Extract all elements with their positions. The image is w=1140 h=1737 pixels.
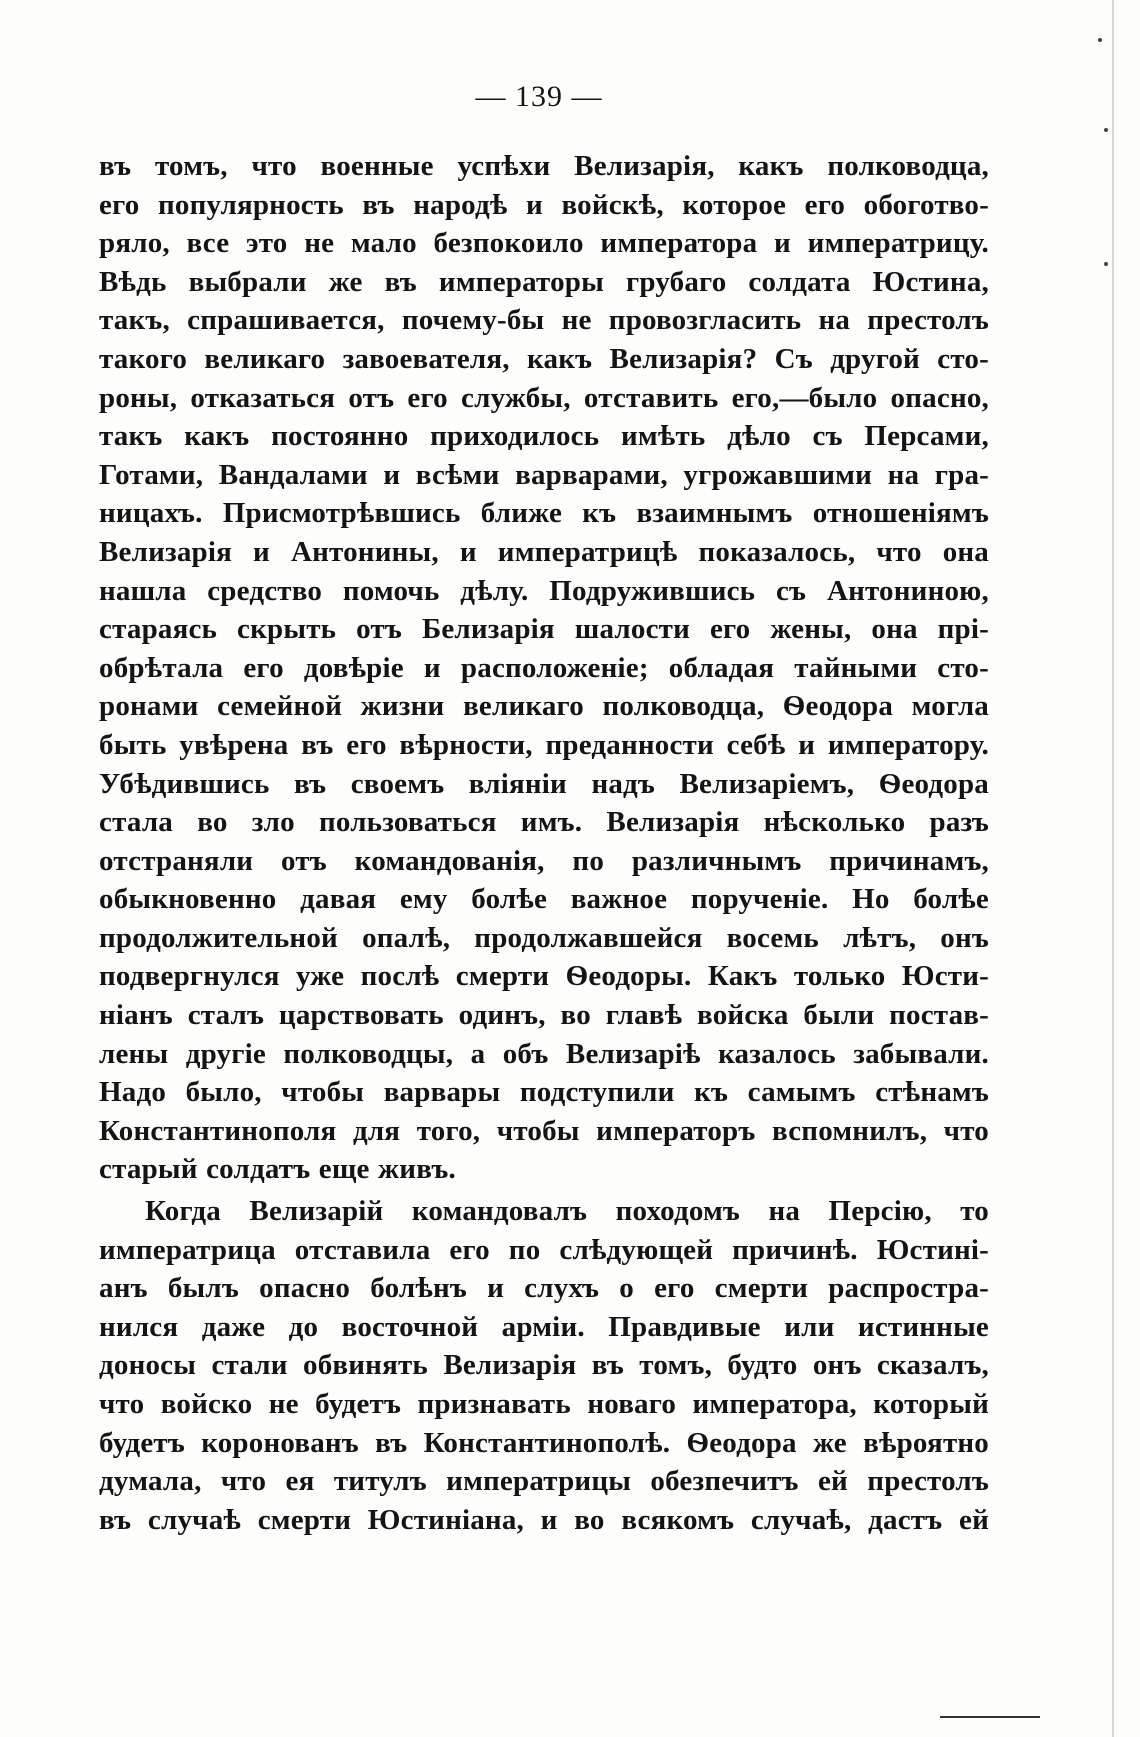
text-line: обыкновенно давая ему болѣе важное порученіе. Но болѣе (99, 883, 989, 916)
scan-speck (1104, 128, 1108, 132)
text-line: въ случаѣ смерти Юстиніана, и во всякомъ случаѣ, дастъ ей (99, 1503, 989, 1536)
scan-speck (1098, 38, 1102, 42)
text-line: ніанъ сталъ царствовать одинъ, во главѣ войска были постав- (99, 999, 989, 1032)
text-line: Велизарія и Антонины, и императрицѣ показалось, что она (99, 535, 989, 568)
text-line: такъ какъ постоянно приходилось имѣть дѣло съ Персами, (99, 420, 989, 453)
text-line: нашла средство помочь дѣлу. Подружившись съ Антониною, (99, 574, 989, 607)
text-line: стараясь скрыть отъ Белизарія шалости его жены, она прі- (99, 613, 989, 646)
paragraph-1 (99, 147, 989, 1189)
text-line: Когда Велизарій командовалъ походомъ на Персію, то (145, 1195, 989, 1228)
text-line: Вѣдь выбрали же въ императоры грубаго солдата Юстина, (99, 265, 989, 298)
text-line: ронами семейной жизни великаго полководца, Ѳеодора могла (99, 690, 989, 723)
text-line: Готами, Вандалами и всѣми варварами, угрожавшими на гра- (99, 458, 989, 491)
text-line: лены другіе полководцы, а объ Велизаріѣ казалось забывали. (99, 1037, 989, 1070)
scan-edge-shadow (1112, 0, 1114, 1737)
text-line: отстраняли отъ командованія, по различнымъ причинамъ, (99, 844, 989, 877)
text-line: его популярность въ народѣ и войскѣ, которое его обоготво- (99, 188, 989, 221)
text-line: ницахъ. Присмотрѣвшись ближе къ взаимнымъ отношеніямъ (99, 497, 989, 530)
text-line: доносы стали обвинять Велизарія въ томъ, будто онъ сказалъ, (99, 1349, 989, 1382)
text-line: Константинополя для того, чтобы императоръ вспомнилъ, что (99, 1114, 989, 1147)
body-text (99, 147, 989, 1539)
text-line: быть увѣрена въ его вѣрности, преданности себѣ и императору. (99, 728, 989, 761)
text-line: что войско не будетъ признавать новаго императора, который (99, 1388, 989, 1420)
text-line: Убѣдившись въ своемъ вліяніи надъ Велизаріемъ, Ѳеодора (99, 767, 989, 800)
text-line: стала во зло пользоваться имъ. Велизарія нѣсколько разъ (99, 806, 989, 839)
text-line: анъ былъ опасно болѣнъ и слухъ о его смерти распростра- (99, 1272, 989, 1305)
text-line: обрѣтала его довѣріе и расположеніе; обладая тайными сто- (99, 651, 989, 684)
text-line: продолжительной опалѣ, продолжавшейся восемь лѣтъ, онъ (99, 921, 989, 954)
text-line: будетъ коронованъ въ Константинополѣ. Ѳеодора же вѣроятно (99, 1426, 989, 1459)
paragraph-2 (99, 1192, 989, 1539)
scan-speck (1104, 262, 1108, 266)
text-line: ряло, все это не мало безпокоило императора и императрицу. (99, 227, 989, 260)
text-line: старый солдатъ еще живъ. (99, 1153, 456, 1186)
page-number: — 139 — (475, 80, 603, 113)
text-line: роны, отказаться отъ его службы, отставить его,—было опасно, (99, 381, 989, 414)
text-line: такъ, спрашивается, почему-бы не провозгласить на престолъ (99, 304, 989, 337)
text-line: императрица отставила его по слѣдующей причинѣ. Юстині- (99, 1233, 989, 1266)
scan-bottom-rule (940, 1716, 1040, 1718)
text-line: такого великаго завоевателя, какъ Велизарія? Съ другой сто- (99, 342, 989, 375)
text-line: подвергнулся уже послѣ смерти Ѳеодоры. Какъ только Юсти- (99, 960, 989, 993)
text-line: Надо было, чтобы варвары подступили къ самымъ стѣнамъ (99, 1076, 989, 1109)
text-line: думала, что ея титулъ императрицы обезпечитъ ей престолъ (99, 1465, 989, 1498)
text-line: нился даже до восточной арміи. Правдивые или истинные (99, 1310, 989, 1343)
text-line: въ томъ, что военные успѣхи Велизарія, какъ полководца, (99, 150, 989, 182)
